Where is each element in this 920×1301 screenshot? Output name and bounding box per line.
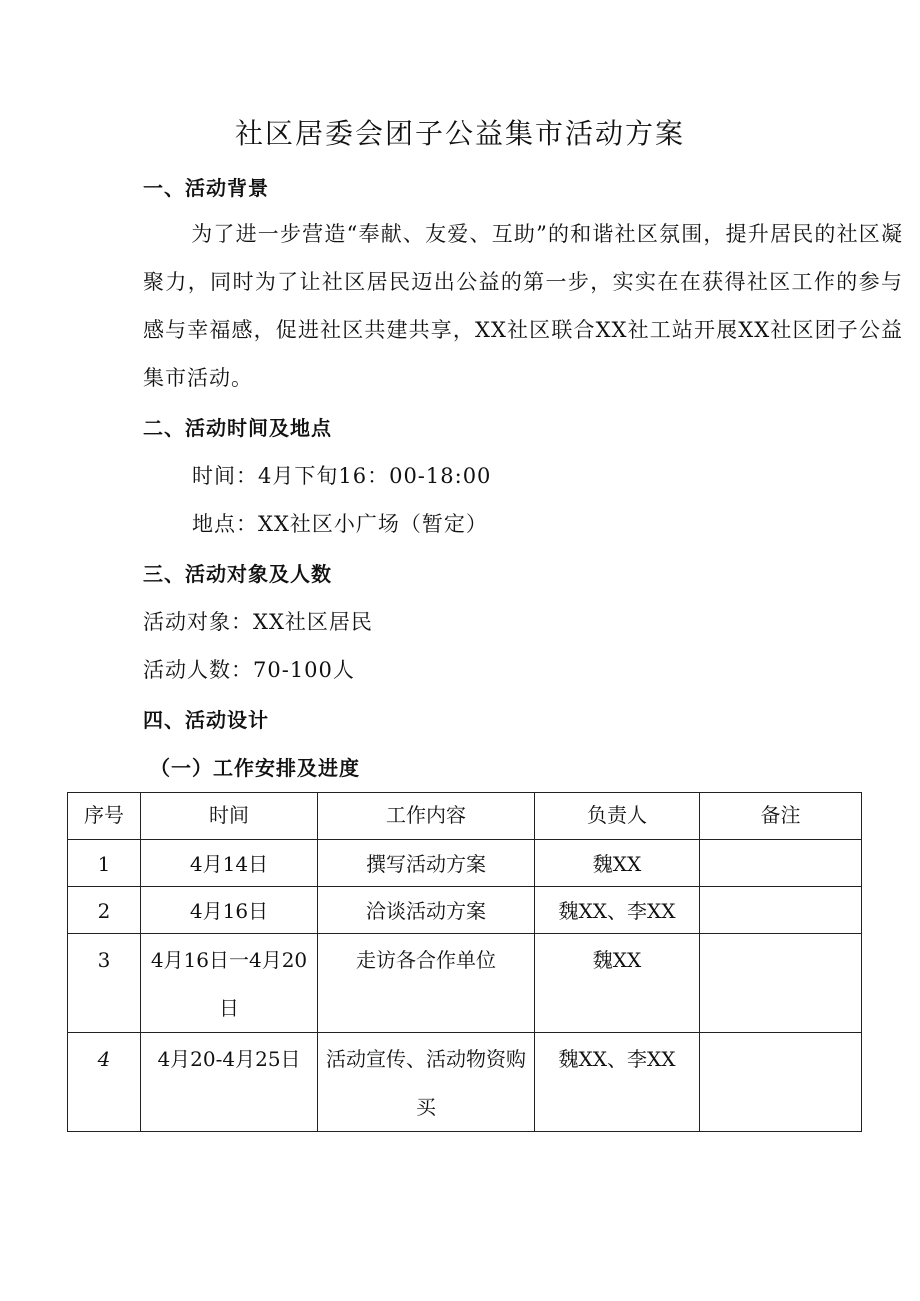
table-row: [68, 840, 862, 887]
cell-owner: 魏XX: [535, 934, 700, 1033]
background-text: 为了进一步营造“奉献、友爱、互助”的和谐社区氛围，提升居民的社区凝聚力，同时为了让社区居民迈出公益的第一步，实实在在获得社区工作的参与感与幸福感，促进社区共建共享，XX社区联合XX社工站开展XX社区团子公益集市活动。: [143, 222, 903, 390]
section-heading-target: 三、活动对象及人数: [143, 562, 332, 586]
section-heading-time-place: 二、活动时间及地点: [143, 416, 332, 440]
header-owner: 负责人: [535, 793, 700, 840]
cell-notes: [700, 1033, 862, 1132]
cell-notes: [700, 934, 862, 1033]
header-content: 工作内容: [318, 793, 535, 840]
table-row: [68, 887, 862, 934]
subsection-heading-schedule: （一）工作安排及进度: [150, 756, 360, 780]
activity-count: 活动人数：70-100人: [143, 658, 355, 682]
background-paragraph: [143, 210, 903, 402]
cell-index: 1: [68, 840, 141, 887]
activity-target: 活动对象：XX社区居民: [143, 610, 373, 634]
cell-owner: 魏XX、李XX: [535, 1033, 700, 1132]
cell-content: 洽谈活动方案: [318, 887, 535, 934]
cell-content: 撰写活动方案: [318, 840, 535, 887]
cell-index: 3: [68, 934, 141, 1033]
table-header-row: [68, 793, 862, 840]
table-row: [68, 1033, 862, 1132]
activity-time: 时间：4月下旬16：00-18:00: [192, 464, 492, 488]
cell-index: 4: [68, 1033, 141, 1132]
cell-time: 4月16日: [141, 887, 318, 934]
cell-owner: 魏XX、李XX: [535, 887, 700, 934]
section-heading-background: 一、活动背景: [143, 176, 269, 200]
cell-time: 4月14日: [141, 840, 318, 887]
header-index: 序号: [68, 793, 141, 840]
section-heading-design: 四、活动设计: [143, 708, 269, 732]
cell-content: 活动宣传、活动物资购买: [318, 1033, 535, 1132]
header-notes: 备注: [700, 793, 862, 840]
cell-content: 走访各合作单位: [318, 934, 535, 1033]
cell-time: 4月20-4月25日: [141, 1033, 318, 1132]
cell-owner: 魏XX: [535, 840, 700, 887]
schedule-table: [67, 792, 862, 1132]
table-row: [68, 934, 862, 1033]
document-title: 社区居委会团子公益集市活动方案: [234, 117, 685, 150]
header-time: 时间: [141, 793, 318, 840]
cell-notes: [700, 840, 862, 887]
cell-time: 4月16日一4月20日: [141, 934, 318, 1033]
cell-notes: [700, 887, 862, 934]
cell-index: 2: [68, 887, 141, 934]
activity-place: 地点：XX社区小广场（暂定）: [192, 512, 488, 536]
